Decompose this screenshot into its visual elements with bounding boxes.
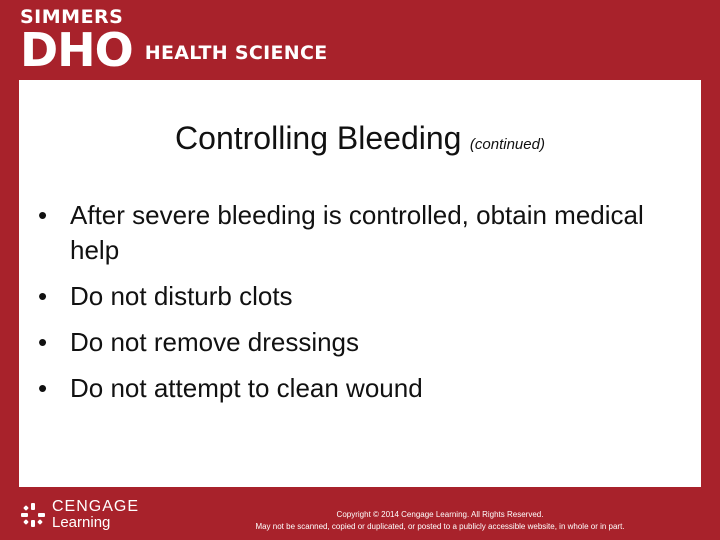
bullet-dot: • — [38, 327, 48, 357]
brand-row — [20, 23, 328, 77]
brand-header — [20, 6, 328, 77]
cengage-logo — [20, 499, 139, 531]
slide-title-suffix: (continued) — [469, 136, 545, 153]
brand-dho-logo: DHO — [20, 23, 133, 77]
bullet-item — [36, 279, 676, 314]
bullet-list — [36, 198, 676, 417]
brand-simmers: SIMMERS — [20, 6, 124, 28]
cengage-logo-icon — [20, 502, 46, 528]
copyright-notice — [160, 509, 720, 533]
slide-title: Controlling Bleeding — [175, 120, 462, 156]
bullet-text: Do not disturb clots — [70, 281, 293, 311]
copyright-line-1: Copyright © 2014 Cengage Learning. All Rights Reserved. — [336, 510, 544, 519]
cengage-name: CENGAGE — [52, 498, 140, 515]
bullet-dot: • — [38, 281, 48, 311]
cengage-wordmark — [52, 499, 139, 531]
learning-name: Learning — [52, 514, 111, 531]
bullet-dot: • — [38, 200, 48, 230]
bullet-item — [36, 325, 676, 360]
bullet-item — [36, 371, 676, 406]
brand-health-science: HEALTH SCIENCE — [144, 42, 328, 64]
copyright-line-2: May not be scanned, copied or duplicated, or posted to a publicly accessible website, in whole or in part. — [255, 522, 625, 531]
bullet-text: Do not attempt to clean wound — [70, 373, 423, 403]
bullet-text: Do not remove dressings — [70, 327, 360, 357]
bullet-item — [36, 198, 676, 268]
slide-panel — [19, 80, 701, 487]
bullet-text: After severe bleeding is controlled, obtain medical help — [70, 200, 644, 265]
bullet-dot: • — [38, 373, 48, 403]
slide-title-row — [19, 120, 701, 157]
